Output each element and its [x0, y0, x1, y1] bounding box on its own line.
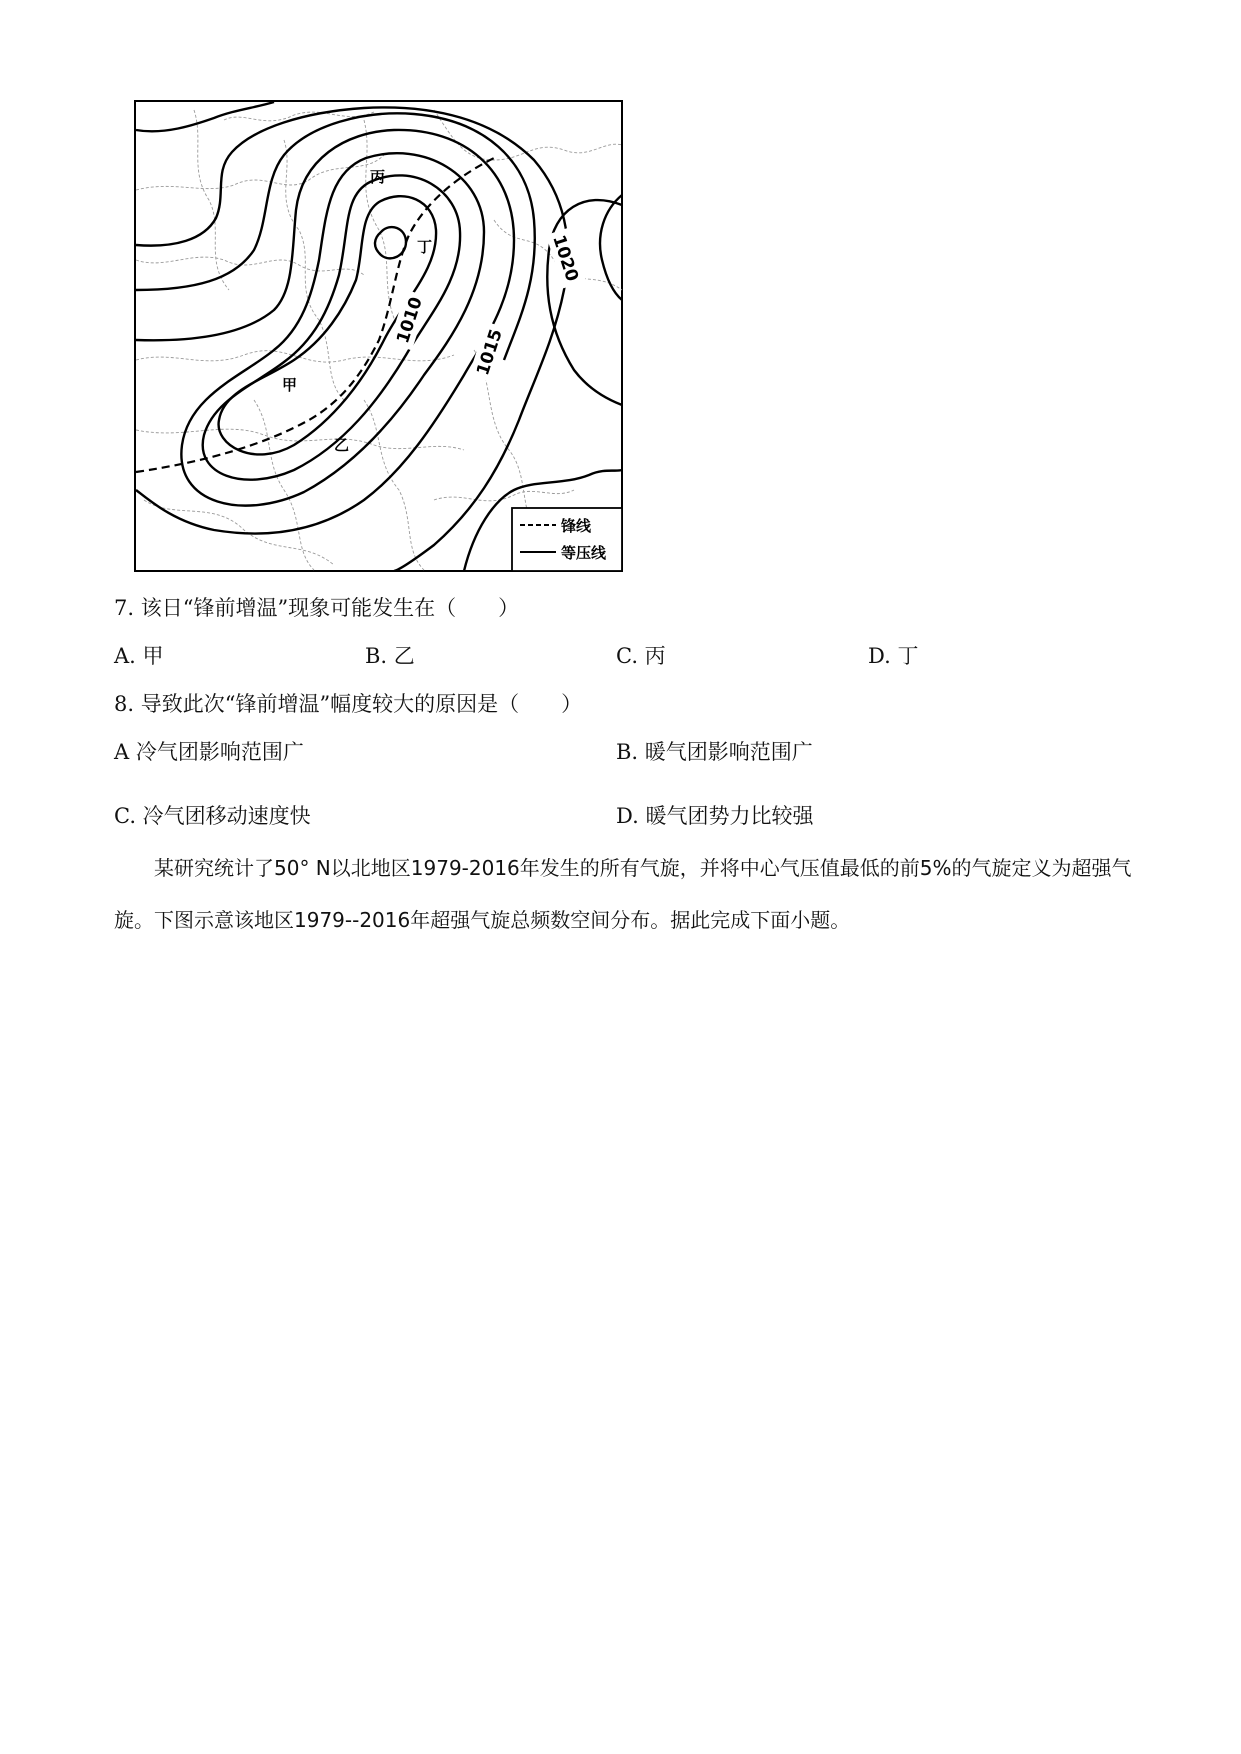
question-7-option-c: C. 丙: [616, 644, 666, 668]
question-7-option-d: D. 丁: [868, 644, 919, 668]
place-label-jia: 甲: [282, 376, 298, 394]
question-8-option-a: A 冷气团影响范围广: [114, 740, 304, 764]
question-8-option-b: B. 暖气团影响范围广: [616, 740, 813, 764]
legend-front-label: 锋线: [561, 517, 592, 535]
isobar-label-1015: 1015: [473, 326, 507, 378]
isobar-front-map: [134, 100, 623, 572]
isobar-label-1020: 1020: [548, 232, 582, 284]
question-8-option-d: D. 暖气团势力比较强: [616, 804, 814, 828]
place-label-ding: 丁: [417, 238, 433, 256]
isobar-label-1010: 1010: [393, 294, 427, 346]
question-8-stem: 8. 导致此次“锋前增温”幅度较大的原因是（ ）: [114, 692, 583, 716]
question-7-option-a: A. 甲: [114, 644, 164, 668]
intro-paragraph: 某研究统计了50° N以北地区1979-2016年发生的所有气旋，并将中心气压值最低的前5%的气旋定义为超强气旋。下图示意该地区1979--2016年超强气旋总频数空间分布。据此完成下面小题。: [114, 856, 1132, 932]
place-label-bing: 丙: [370, 168, 386, 186]
question-8-option-c: C. 冷气团移动速度快: [114, 804, 311, 828]
map-legend: [512, 508, 622, 571]
legend-isobar-label: 等压线: [561, 544, 607, 562]
question-7-stem: 7. 该日“锋前增温”现象可能发生在（ ）: [114, 596, 520, 620]
place-label-yi: 乙: [334, 436, 350, 454]
question-7-option-b: B. 乙: [365, 644, 415, 668]
